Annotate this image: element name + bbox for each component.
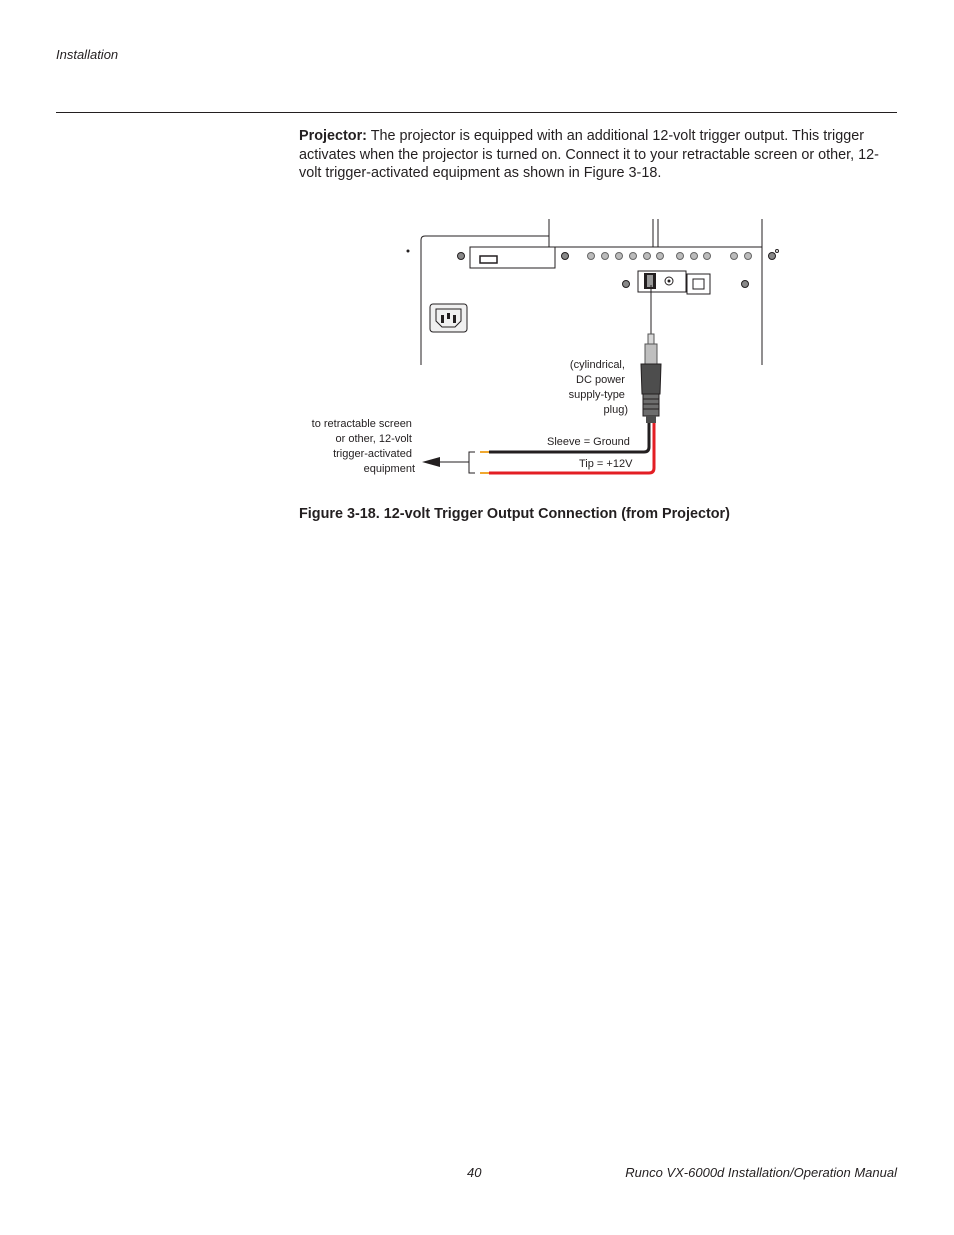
screw-dot xyxy=(407,250,410,253)
figure-caption: Figure 3-18. 12-volt Trigger Output Connection (from Projector) xyxy=(299,506,730,522)
screw-icon xyxy=(742,281,749,288)
screw-icon xyxy=(623,281,630,288)
projector-rear-panel xyxy=(421,219,762,365)
arrow-left-icon xyxy=(422,457,440,467)
connector-row xyxy=(588,253,752,260)
paragraph-text: The projector is equipped with an additional 12-volt trigger output. This trigger activates when the projector is turned on. Connect it to your retractable screen or other, 12-volt trigger-activated equipment as shown in Figure 3-18. xyxy=(299,128,879,182)
screw-dot xyxy=(776,250,779,253)
tip-voltage-label: Tip = +12V xyxy=(579,458,633,470)
screw-icon xyxy=(458,253,465,260)
ac-power-inlet-icon xyxy=(430,304,467,332)
manual-title: Runco VX-6000d Installation/Operation Manual xyxy=(625,1165,897,1180)
plug-label: (cylindrical, DC power supply-type plug) xyxy=(568,359,628,416)
running-header: Installation xyxy=(56,47,119,62)
screen-label: to retractable screen or other, 12-volt trigger-activated equipment xyxy=(311,418,415,475)
dc-plug-icon xyxy=(641,334,661,423)
usb-port-icon xyxy=(480,256,497,263)
screw-icon xyxy=(769,253,776,260)
wire-bracket xyxy=(469,452,475,473)
trigger-connection-diagram xyxy=(0,0,954,500)
sleeve-ground-label: Sleeve = Ground xyxy=(547,436,630,448)
trigger-jack-module xyxy=(638,271,710,294)
page-number: 40 xyxy=(467,1165,482,1180)
rs232-port-icon xyxy=(687,274,710,294)
screw-icon xyxy=(562,253,569,260)
paragraph-lead: Projector: xyxy=(299,128,367,144)
port-bracket xyxy=(470,247,555,268)
